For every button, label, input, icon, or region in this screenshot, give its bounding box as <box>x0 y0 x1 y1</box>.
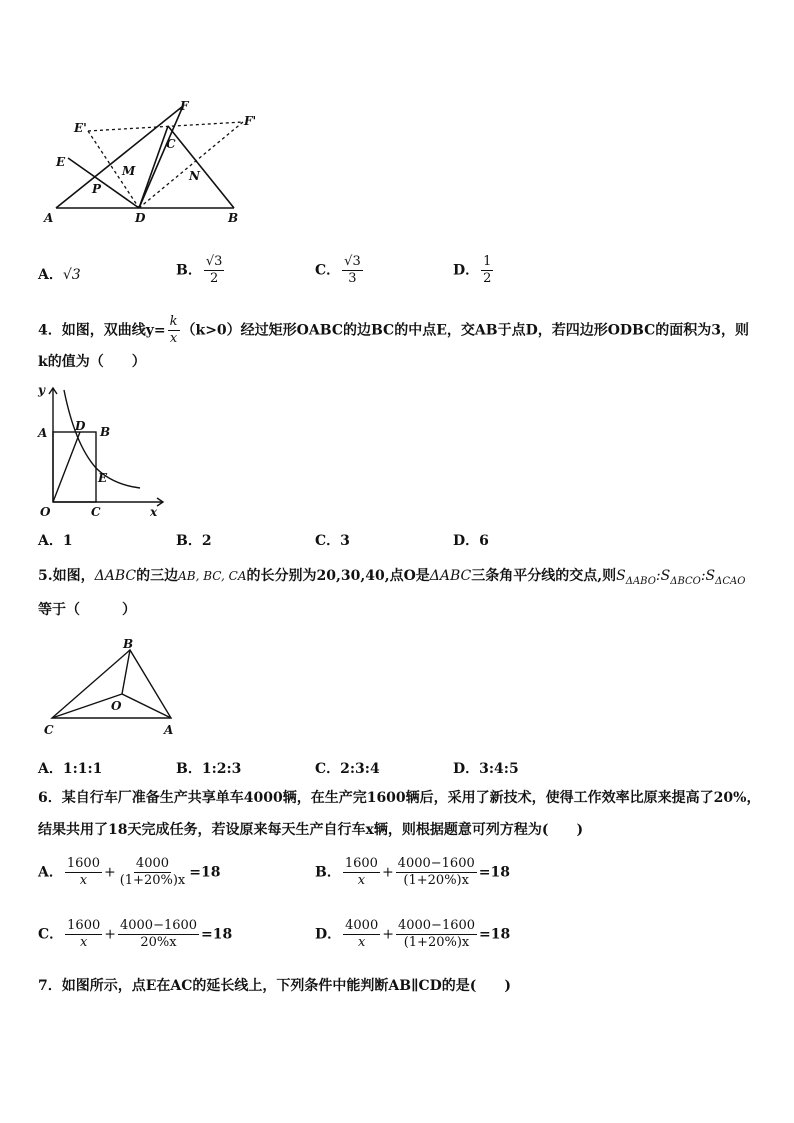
q3-label-P: P <box>92 182 102 196</box>
q5-label-A: A <box>164 723 174 737</box>
denominator: (1+20%)x <box>403 873 469 888</box>
q4-label-C: C <box>91 505 101 519</box>
denominator: x <box>358 935 366 950</box>
q5-option-b: B．1:2:3 <box>176 761 242 777</box>
q4-option-a: A．1 <box>38 533 73 549</box>
text: 的三边 <box>136 568 179 584</box>
numerator: 4000−1600 <box>397 918 476 933</box>
denominator: 2 <box>483 271 492 286</box>
q3-label-E: E <box>56 155 66 169</box>
option-letter: D． <box>315 926 342 943</box>
option-letter: B． <box>176 262 202 279</box>
q5-stem-line2: 等于（ ） <box>38 602 136 618</box>
q3-label-A: A <box>44 211 54 225</box>
fraction <box>481 254 493 287</box>
q6-option-a: A． $\frac{1600}{x}$ + $\frac{4000}{(1+20\%)x}$ =18 <box>38 856 221 888</box>
equation-rhs: =18 <box>478 864 510 881</box>
fraction <box>118 856 188 889</box>
denominator: (1+20%)x <box>403 935 470 950</box>
q5-stem-line1: 5.如图，ΔABC的三边AB, BC, CA的长分别为20,30,40,点O是ΔABC三条角平分线的交点,则$S_{\Delta ABO}:S_{\Delta BCO}:S_{\Delta CAO}$ <box>38 568 746 587</box>
q7-stem-line1: 7．如图所示，点E在AC的延长线上，下列条件中能判断AB∥CD的是( ) <box>38 978 512 994</box>
q4-label-D: D <box>75 419 86 433</box>
q3-option-c <box>315 254 365 287</box>
q3-label-C: C <box>166 137 176 151</box>
q6-stem-line1: 6．某自行车厂准备生产共享单车4000辆，在生产完1600辆后，采用了新技术，使得工作效率比原来提高了20%， <box>38 790 761 806</box>
q3-label-M: M <box>122 164 136 178</box>
q3-label-D: D <box>135 211 146 225</box>
q6-option-d: D． $\frac{4000}{x}$ + $\frac{4000-1600}{(1+20\%)x}$ =18 <box>315 918 511 950</box>
option-letter: A． <box>38 267 63 283</box>
q3-label-F: F <box>180 99 189 113</box>
denominator: x <box>79 873 88 888</box>
option-value: √3 <box>62 267 81 283</box>
subscript: ΔCAO <box>715 575 746 587</box>
q4-figure <box>34 380 174 520</box>
denominator: x <box>357 873 366 888</box>
numerator: 4000−1600 <box>119 918 198 933</box>
fraction <box>343 918 380 951</box>
q5-option-d: D．3:4:5 <box>453 761 519 777</box>
option-letter: D． <box>453 262 480 279</box>
q3-option-b <box>176 254 226 287</box>
numerator: 1600 <box>344 856 378 871</box>
triangle-symbol: ΔABC <box>429 568 472 584</box>
q4-option-c: C．3 <box>315 533 350 549</box>
equation-rhs: =18 <box>201 926 233 943</box>
denominator: 3 <box>348 271 357 286</box>
option-letter: A． <box>38 864 63 881</box>
denominator: 20%x <box>140 935 177 950</box>
numerator: √3 <box>205 254 223 269</box>
q4-label-O: O <box>40 505 51 519</box>
subscript: ΔBCO <box>670 575 701 587</box>
sides: AB, BC, CA <box>178 569 247 583</box>
text: 5.如图， <box>38 568 95 584</box>
numerator: 1 <box>483 254 492 269</box>
area-symbol: S <box>660 568 671 584</box>
q4-stem-line1 <box>38 314 749 347</box>
fraction <box>396 856 477 889</box>
q5-option-a: A．1:1:1 <box>38 761 103 777</box>
fraction <box>396 918 477 951</box>
option-letter: B． <box>315 864 341 881</box>
denominator: x <box>80 935 88 950</box>
text: 三条角平分线的交点,则 <box>471 568 617 584</box>
subscript: ΔABO <box>625 575 656 587</box>
option-letter: C． <box>315 262 341 279</box>
denominator: (1+20%)x <box>119 873 186 888</box>
triangle-symbol: ΔABC <box>94 568 137 584</box>
q3-label-B: B <box>228 211 239 225</box>
numerator: 1600 <box>66 856 100 871</box>
equation-rhs: =18 <box>479 926 511 943</box>
q4-label-B: B <box>100 425 111 439</box>
q5-label-B: B <box>123 637 134 651</box>
q3-option-a <box>38 264 81 284</box>
q4-label-E: E <box>98 471 108 485</box>
q4-option-d: D．6 <box>453 533 489 549</box>
denominator: x <box>169 331 178 346</box>
q6-option-c: C． $\frac{1600}{x}$ + $\frac{4000-1600}{20\%x}$ =18 <box>38 918 233 950</box>
fraction <box>342 254 363 287</box>
fraction <box>118 918 199 951</box>
q3-figure <box>38 98 268 228</box>
numerator: 4000 <box>135 856 170 871</box>
fraction <box>65 918 102 951</box>
fraction <box>204 254 225 287</box>
q6-option-b: B． $\frac{1600}{x}$ + $\frac{4000-1600}{(1+20\%)x}$ =18 <box>315 856 510 888</box>
q6-stem-line2: 结果共用了18天完成任务，若设原来每天生产自行车x辆，则根据题意可列方程为( ) <box>38 822 584 838</box>
q4-option-b: B．2 <box>176 533 212 549</box>
option-letter: C． <box>38 926 64 943</box>
text: 4．如图，双曲线y= <box>38 322 166 339</box>
numerator: 4000−1600 <box>397 856 475 871</box>
fraction <box>168 314 180 347</box>
q3-option-d <box>453 254 495 287</box>
text: 的长分别为20,30,40,点O是 <box>246 568 430 584</box>
q3-label-F-prime: F' <box>244 114 257 128</box>
numerator: 4000 <box>345 918 379 933</box>
q4-label-x: x <box>150 505 158 519</box>
equation-rhs: =18 <box>189 864 221 881</box>
q5-label-O: O <box>111 699 122 713</box>
area-symbol: S <box>616 568 626 584</box>
numerator: √3 <box>344 254 361 269</box>
q3-label-E-prime: E' <box>74 121 87 135</box>
q4-label-y: y <box>38 383 45 397</box>
q5-option-c: C．2:3:4 <box>315 761 380 777</box>
q3-label-N: N <box>189 169 200 183</box>
q4-label-A: A <box>38 426 48 440</box>
fraction <box>65 856 102 889</box>
q4-stem-line2: k的值为（ ） <box>38 354 146 370</box>
denominator: 2 <box>209 271 219 286</box>
fraction <box>343 856 380 889</box>
text: （k>0）经过矩形OABC的边BC的中点E，交AB于点D，若四边形ODBC的面积为3，则 <box>181 322 750 339</box>
numerator: k <box>169 314 178 329</box>
area-symbol: S <box>705 568 716 584</box>
numerator: 1600 <box>67 918 101 933</box>
q5-figure <box>38 636 188 740</box>
q5-label-C: C <box>44 723 54 737</box>
